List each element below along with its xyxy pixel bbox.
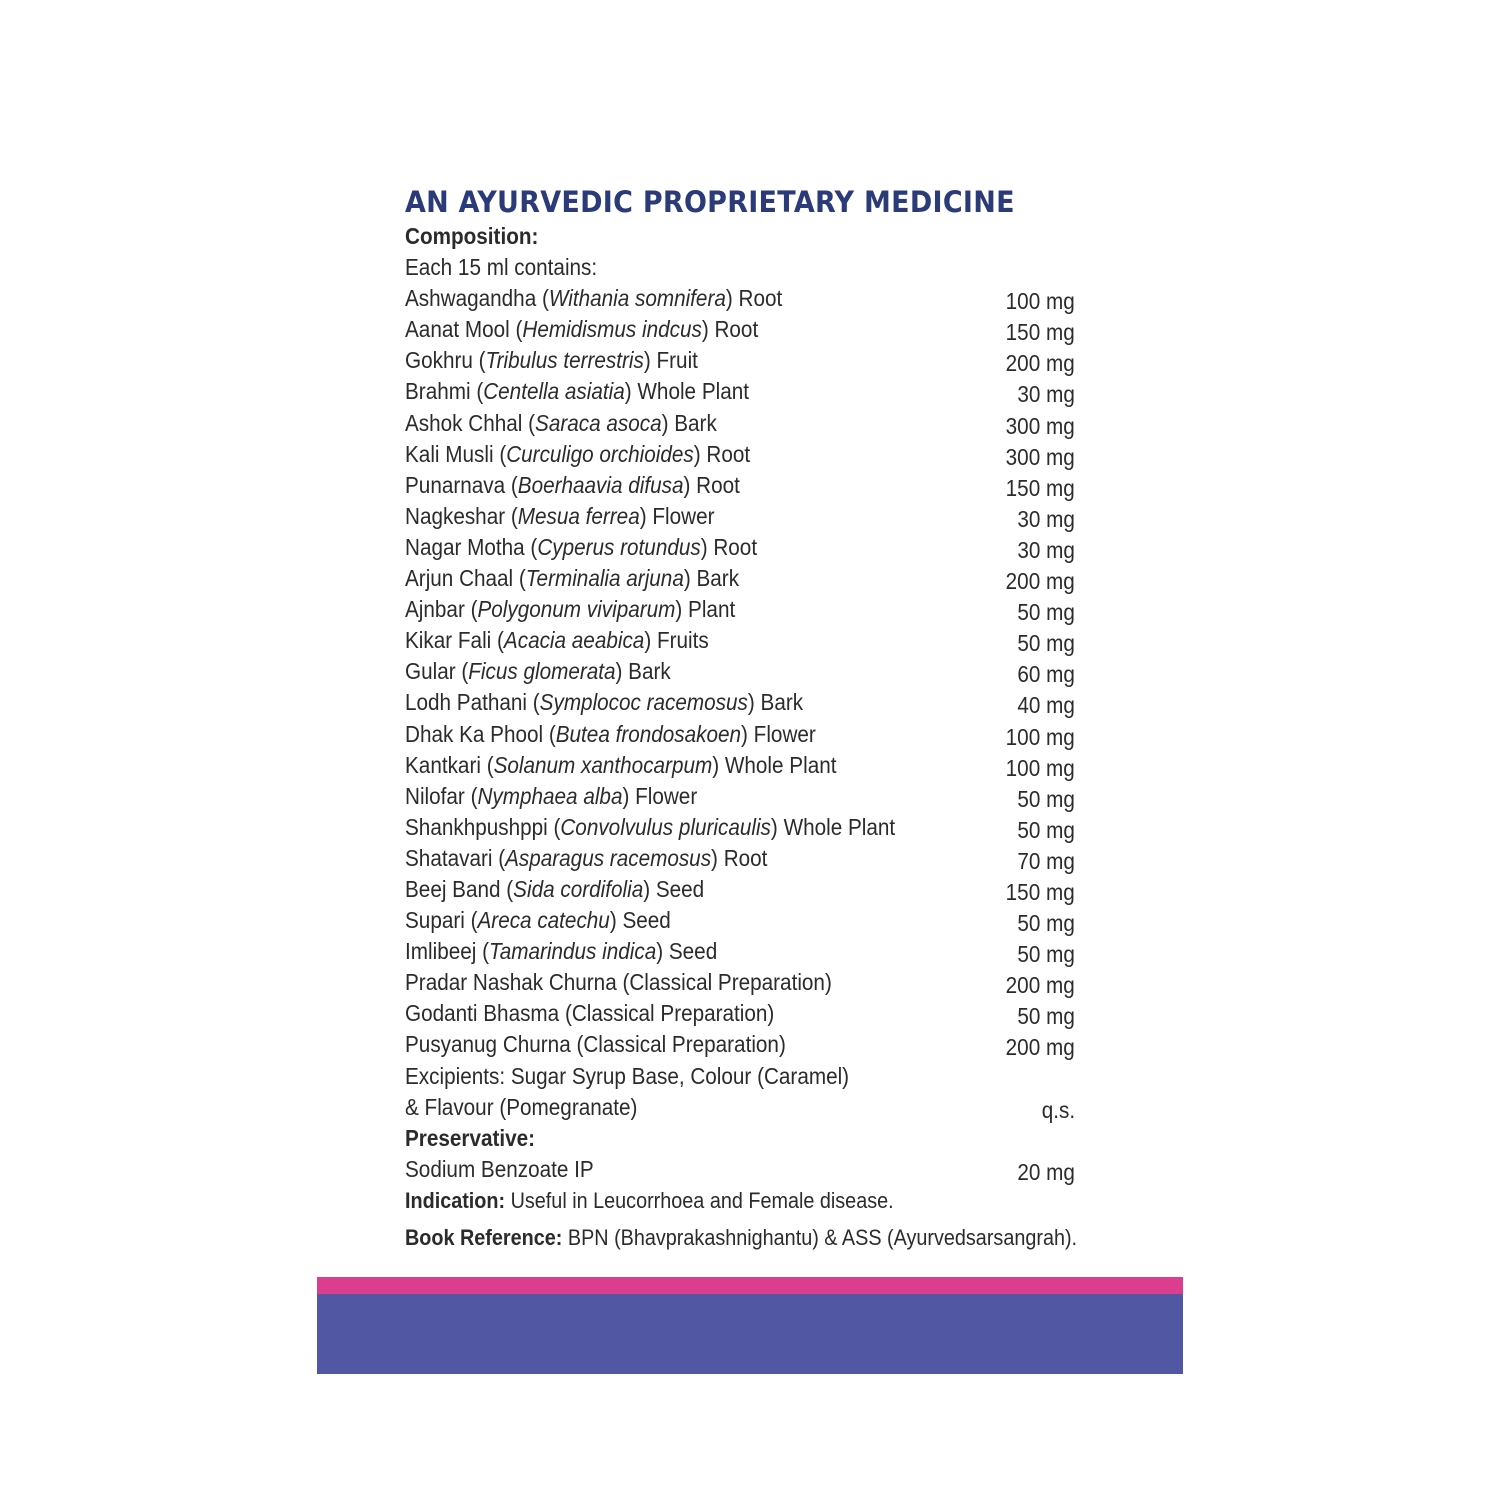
ingredient-text (405, 439, 750, 470)
preservative-qty: 20 mg (1017, 1158, 1075, 1185)
ingredient-row (405, 781, 1105, 812)
excipients-line-1: Excipients: Sugar Syrup Base, Colour (Caramel) (405, 1062, 850, 1089)
reference-label: Book Reference: (405, 1225, 563, 1250)
ingredient-qty: 100 mg (1005, 723, 1075, 750)
ingredient-qty: 150 mg (1005, 319, 1075, 346)
label-title: AN AYURVEDIC PROPRIETARY MEDICINE (405, 185, 1015, 219)
ingredient-name: Dhak Ka Phool ( (405, 720, 556, 747)
ingredient-name: Shatavari ( (405, 844, 506, 871)
ingredient-text (405, 314, 758, 345)
ingredient-qty: 50 mg (1017, 1003, 1075, 1030)
ingredient-qty: 50 mg (1017, 599, 1075, 626)
ingredient-name: Aanat Mool ( (405, 316, 523, 343)
ingredient-latin-name: Sida cordifolia (513, 875, 644, 902)
medicine-label (405, 183, 1105, 1185)
ingredient-qty: 50 mg (1017, 941, 1075, 968)
ingredient-row (405, 843, 1105, 874)
ingredient-qty: 200 mg (1005, 1034, 1075, 1061)
ingredient-name: Brahmi ( (405, 378, 484, 405)
ingredient-qty: 30 mg (1017, 381, 1075, 408)
ingredient-latin-name: Tribulus terrestris (485, 347, 644, 374)
ingredient-row (405, 874, 1105, 905)
ingredient-part: ) Seed (656, 938, 718, 965)
ingredient-text (405, 470, 740, 501)
ingredient-text (405, 905, 671, 936)
ingredient-row (405, 1029, 1105, 1060)
ingredient-text (405, 532, 757, 563)
ingredient-part: ) Bark (615, 658, 671, 685)
ingredient-text (405, 812, 895, 843)
ingredient-row (405, 283, 1105, 314)
ingredient-part: ) Plant (675, 596, 736, 623)
ingredient-row (405, 967, 1105, 998)
ingredient-text (405, 781, 697, 812)
ingredient-latin-name: Centella asiatia (483, 378, 625, 405)
ingredient-qty: 50 mg (1017, 785, 1075, 812)
ingredient-latin-name: Boerhaavia difusa (517, 471, 684, 498)
ingredient-row (405, 594, 1105, 625)
ingredient-qty: 200 mg (1005, 972, 1075, 999)
preservative-heading: Preservative: (405, 1124, 536, 1151)
ingredient-list (405, 283, 1105, 1060)
dose-note: Each 15 ml contains: (405, 254, 598, 281)
ingredient-part: ) Seed (609, 907, 671, 934)
indication (405, 1188, 894, 1214)
ingredient-part: ) Whole Plant (770, 813, 896, 840)
ingredient-text (405, 936, 717, 967)
ingredient-name: Beej Band ( (405, 875, 514, 902)
ingredient-row (405, 345, 1105, 376)
ingredient-qty: 300 mg (1005, 443, 1075, 470)
ingredient-name: Pusyanug Churna (Classical Preparation) (405, 1031, 786, 1058)
ingredient-latin-name: Acacia aeabica (503, 627, 645, 654)
ingredient-latin-name: Curculigo orchioides (506, 440, 694, 467)
ingredient-row (405, 750, 1105, 781)
ingredient-part: ) Bark (683, 565, 740, 592)
reference-text: BPN (Bhavprakashnighantu) & ASS (Ayurvedsarsangrah). (562, 1225, 1078, 1250)
ingredient-name: Imlibeej ( (405, 938, 489, 965)
ingredient-text (405, 750, 836, 781)
ingredient-part: ) Root (725, 285, 783, 312)
ingredient-row (405, 625, 1105, 656)
ingredient-latin-name: Nymphaea alba (477, 782, 623, 809)
ingredient-qty: 50 mg (1017, 816, 1075, 843)
ingredient-latin-name: Hemidismus indcus (522, 316, 702, 343)
ingredient-text (405, 376, 749, 407)
ingredient-latin-name: Terminalia arjuna (525, 565, 684, 592)
ingredient-text (405, 719, 816, 750)
ingredient-part: ) Root (683, 471, 740, 498)
ingredient-text (405, 967, 832, 998)
ingredient-part: ) Root (711, 844, 768, 871)
ingredient-qty: 40 mg (1017, 692, 1075, 719)
ingredient-qty: 200 mg (1005, 350, 1075, 377)
ingredient-row (405, 532, 1105, 563)
ingredient-latin-name: Withania somnifera (548, 285, 726, 312)
pink-band (317, 1277, 1183, 1294)
ingredient-name: Shankhpushppi ( (405, 813, 561, 840)
ingredient-latin-name: Mesua ferrea (517, 502, 640, 529)
ingredient-name: Arjun Chaal ( (405, 565, 526, 592)
ingredient-latin-name: Ficus glomerata (468, 658, 616, 685)
ingredient-qty: 150 mg (1005, 878, 1075, 905)
ingredient-text (405, 563, 739, 594)
composition-heading: Composition: (405, 223, 539, 249)
ingredient-name: Kali Musli ( (405, 440, 507, 467)
ingredient-part: ) Flower (639, 502, 715, 529)
ingredient-row (405, 812, 1105, 843)
ingredient-name: Nagar Motha ( (405, 533, 538, 560)
ingredient-text (405, 594, 735, 625)
ingredient-latin-name: Tamarindus indica (488, 938, 657, 965)
ingredient-row (405, 905, 1105, 936)
ingredient-name: Gular ( (405, 658, 469, 685)
ingredient-part: ) Whole Plant (624, 378, 750, 405)
ingredient-latin-name: Symplococ racemosus (539, 689, 748, 716)
ingredient-qty: 50 mg (1017, 910, 1075, 937)
ingredient-latin-name: Asparagus racemosus (505, 844, 712, 871)
ingredient-row (405, 314, 1105, 345)
ingredient-part: ) Root (700, 533, 758, 560)
indication-text: Useful in Leucorrhoea and Female disease. (505, 1188, 894, 1213)
indication-label: Indication: (405, 1188, 506, 1213)
book-reference (405, 1225, 1077, 1251)
ingredient-row (405, 470, 1105, 501)
excipients-qty: q.s. (1041, 1096, 1075, 1123)
ingredient-text (405, 1029, 786, 1060)
ingredient-part: ) Whole Plant (712, 751, 837, 778)
ingredient-latin-name: Areca catechu (477, 907, 610, 934)
ingredient-text (405, 283, 782, 314)
ingredient-row (405, 408, 1105, 439)
ingredient-name: Ajnbar ( (405, 596, 478, 623)
ingredient-row (405, 439, 1105, 470)
ingredient-row (405, 563, 1105, 594)
ingredient-qty: 200 mg (1005, 568, 1075, 595)
ingredient-row (405, 376, 1105, 407)
ingredient-part: ) Root (701, 316, 759, 343)
ingredient-name: Ashok Chhal ( (405, 409, 536, 436)
ingredient-part: ) Fruits (644, 627, 709, 654)
ingredient-qty: 30 mg (1017, 536, 1075, 563)
ingredient-row (405, 719, 1105, 750)
ingredient-row (405, 998, 1105, 1029)
ingredient-qty: 60 mg (1017, 661, 1075, 688)
ingredient-name: Kantkari ( (405, 751, 494, 778)
ingredient-qty: 50 mg (1017, 630, 1075, 657)
ingredient-part: ) Flower (622, 782, 698, 809)
ingredient-text (405, 687, 803, 718)
ingredient-part: ) Root (693, 440, 751, 467)
ingredient-qty: 300 mg (1005, 412, 1075, 439)
ingredient-name: Pradar Nashak Churna (Classical Preparation) (405, 969, 832, 996)
ingredient-name: Gokhru ( (405, 347, 486, 374)
ingredient-latin-name: Solanum xanthocarpum (493, 751, 713, 778)
ingredient-text (405, 998, 774, 1029)
ingredient-part: ) Fruit (643, 347, 698, 374)
ingredient-latin-name: Cyperus rotundus (537, 533, 701, 560)
ingredient-latin-name: Butea frondosakoen (555, 720, 742, 747)
preservative-row: Sodium Benzoate IP 20 mg (405, 1154, 1105, 1185)
ingredient-row (405, 656, 1105, 687)
ingredient-text (405, 345, 698, 376)
ingredient-name: Ashwagandha ( (405, 285, 549, 312)
ingredient-text (405, 874, 704, 905)
ingredient-qty: 100 mg (1005, 288, 1075, 315)
ingredient-qty: 150 mg (1005, 474, 1075, 501)
ingredient-latin-name: Convolvulus pluricaulis (560, 813, 771, 840)
blue-band (317, 1294, 1183, 1374)
ingredient-text (405, 625, 709, 656)
ingredient-latin-name: Polygonum viviparum (477, 596, 676, 623)
ingredient-text (405, 843, 767, 874)
ingredient-qty: 70 mg (1017, 847, 1075, 874)
ingredient-latin-name: Saraca asoca (535, 409, 662, 436)
ingredient-part: ) Bark (661, 409, 717, 436)
ingredient-text (405, 408, 717, 439)
ingredient-row (405, 687, 1105, 718)
ingredient-part: ) Bark (747, 689, 804, 716)
ingredient-qty: 100 mg (1005, 754, 1075, 781)
ingredient-name: Supari ( (405, 907, 478, 934)
ingredient-name: Punarnava ( (405, 471, 518, 498)
ingredient-name: Nilofar ( (405, 782, 478, 809)
ingredient-qty: 30 mg (1017, 505, 1075, 532)
ingredient-name: Lodh Pathani ( (405, 689, 540, 716)
excipients-line-2: & Flavour (Pomegranate) q.s. (405, 1092, 1105, 1123)
ingredient-name: Kikar Fali ( (405, 627, 504, 654)
ingredient-name: Godanti Bhasma (Classical Preparation) (405, 1000, 775, 1027)
ingredient-part: ) Flower (741, 720, 816, 747)
ingredient-row (405, 501, 1105, 532)
ingredient-row (405, 936, 1105, 967)
ingredient-part: ) Seed (643, 875, 705, 902)
ingredient-name: Nagkeshar ( (405, 502, 518, 529)
ingredient-text (405, 501, 714, 532)
ingredient-text (405, 656, 671, 687)
